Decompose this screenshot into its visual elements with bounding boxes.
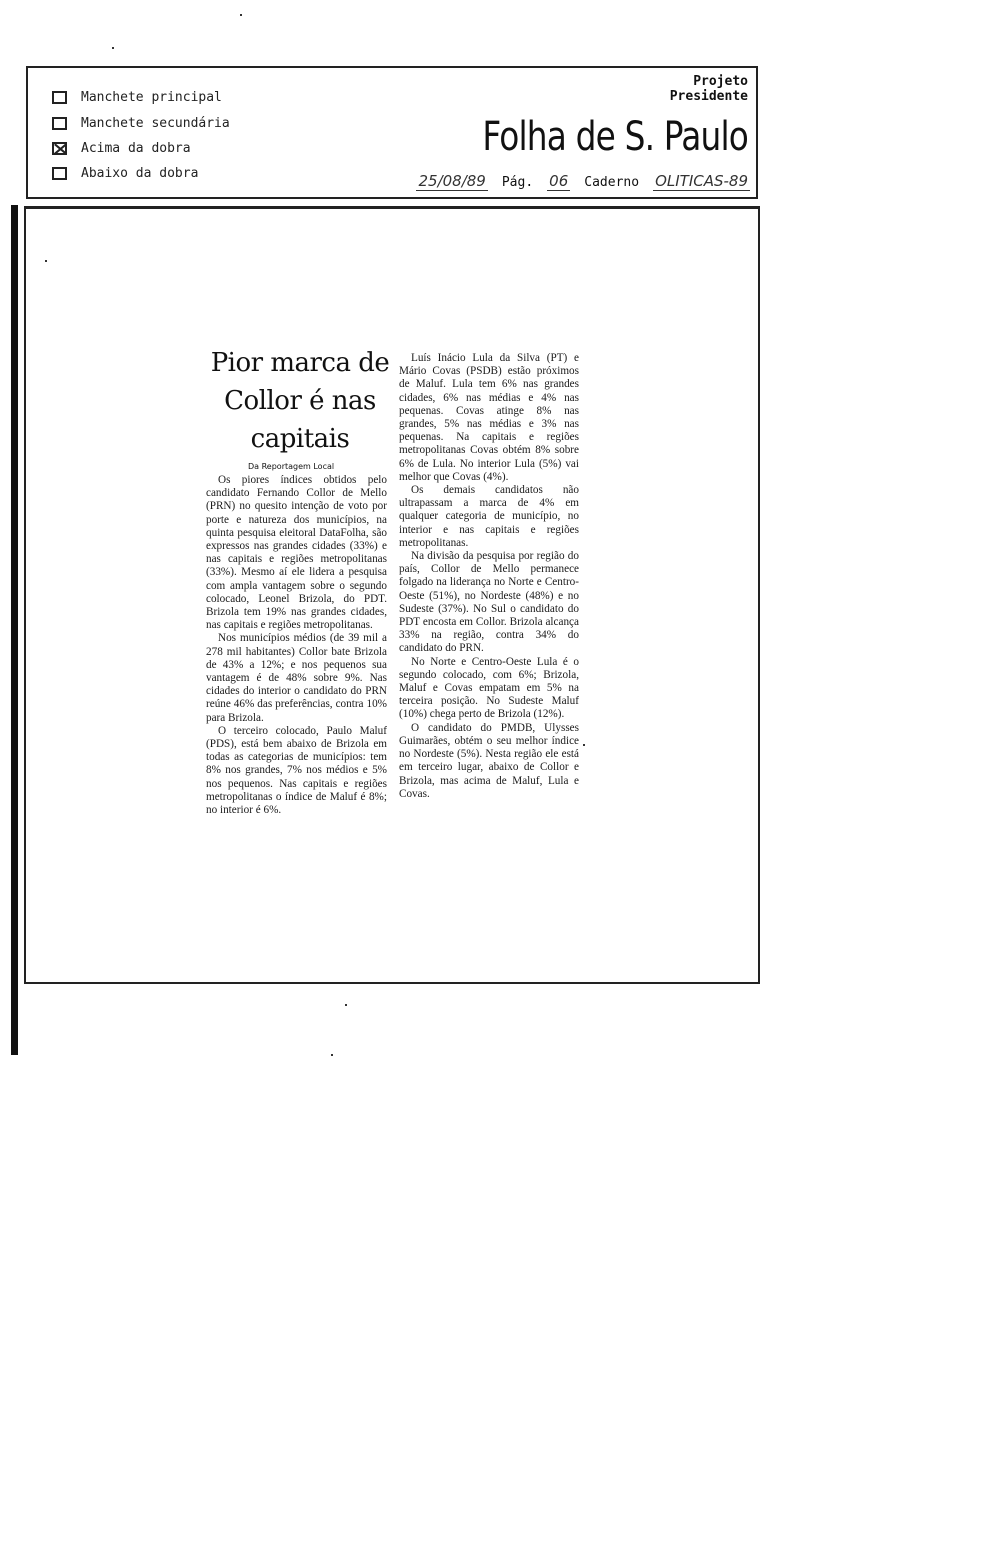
checkbox-box[interactable] [52,167,67,180]
paragraph: Os demais candidatos não ultrapassam a marca de 4% em qualquer categoria de município, no interior e nas capitais e regiões metropolitanas. [399,484,579,549]
article-byline: Da Reportagem Local [248,462,335,471]
paragraph: O terceiro colocado, Paulo Maluf (PDS), está bem abaixo de Brizola em todas as categorias de municípios: tem 8% nos grandes, 7% nos médios e 5% nos pequenos. Nas capitais e regiões metropolitanas o índice de Maluf é 8%; no interior é 6%. [206,724,387,817]
checkbox-label: Abaixo da dobra [81,166,199,181]
scan-edge-bar [11,205,18,1055]
paragraph: Os piores índices obtidos pelo candidato Fernando Collor de Mello (PRN) no quesito intenção de voto por porte e natureza dos municípios, na quinta pesquisa eleitoral DataFolha, são expressos nas grandes cidades (33%) e nas capitais e regiões metropolitanas (33%). Mesmo aí ele lidera a pesquisa com ampla vantagem sobre o segundo colocado, Leonel Brizola, do PDT. Brizola tem 19% nas grandes cidades, nas capitais e regiões metropolitanas. [206,474,387,632]
checkbox-manchete-principal[interactable] [52,90,222,105]
section-field: OLITICAS-89 [655,172,748,190]
newspaper-masthead: Folha de S. Paulo [482,114,748,160]
scan-speck [45,260,47,262]
paragraph: No Norte e Centro-Oeste Lula é o segundo colocado, com 6%; Brizola, Maluf e Covas empatam em 5% na terceira posição. No Sudeste Maluf (10%) chega perto de Brizola (12%). [399,655,579,721]
paragraph: Na divisão da pesquisa por região do país, Collor de Mello permanece folgado na liderança no Norte e Centro-Oeste (51%), no Nordeste (48%) e no Sudeste (37%). No Sul o candidato do PDT encosta em Collor. Brizola alcança 33% na região, contra 34% do candidato do PRN. [399,550,579,655]
article-column-left [206,474,387,817]
checked-box-icon[interactable] [52,142,67,155]
article-headline: Pior marca de Collor é nas capitais [210,348,390,454]
checkbox-abaixo-da-dobra[interactable] [52,166,198,181]
checkbox-label: Manchete secundária [81,116,230,131]
scan-speck [583,744,585,746]
clipping-header [26,66,758,199]
scan-speck [331,1054,333,1056]
paragraph: Nos municípios médios (de 39 mil a 278 mil habitantes) Collor bate Brizola de 43% a 12%; e nos pequenos sua vantagem é de 48% sobre 9%. Nas cidades do interior o candidato do PRN reúne 46% das preferências, contra 10% para Brizola. [206,632,387,724]
checkbox-box[interactable] [52,91,67,104]
page-label: Pág. [501,175,534,190]
checkbox-label: Manchete principal [81,90,222,105]
project-line-1: Projeto [693,74,748,89]
scan-speck [112,47,114,49]
checkbox-box[interactable] [52,117,67,130]
clipping-frame [24,206,760,984]
checkbox-acima-da-dobra[interactable] [52,141,191,156]
date-field: 25/08/89 [418,172,486,190]
article-column-right [399,352,579,801]
checkbox-manchete-secundaria[interactable] [52,116,230,131]
page-field: 06 [549,172,569,190]
paragraph: O candidato do PMDB, Ulysses Guimarães, obtém o seu melhor índice no Nordeste (5%). Nesta região ele está em terceiro lugar, abaixo de Collor e Brizola, mas acima de Maluf, Lula e Covas. [399,721,579,800]
project-label [670,74,748,104]
scan-speck [240,14,242,16]
paragraph: Luís Inácio Lula da Silva (PT) e Mário Covas (PSDB) estão próximos de Maluf. Lula tem 6% nas grandes cidades, 6% nas médias e 4% nas pequenas. Covas atinge 8% nas grandes, 5% nas médias e 3% nas pequenas. Na capitais e regiões metropolitanas Covas obtém 8% sobre 6% de Lula. No interior Lula (5%) vai melhor que Covas (4%). [399,352,579,483]
clipping-meta [416,172,750,191]
section-label: Caderno [584,175,640,190]
scan-speck [345,1004,347,1006]
checkbox-label: Acima da dobra [81,141,191,156]
project-line-2: Presidente [669,89,748,104]
